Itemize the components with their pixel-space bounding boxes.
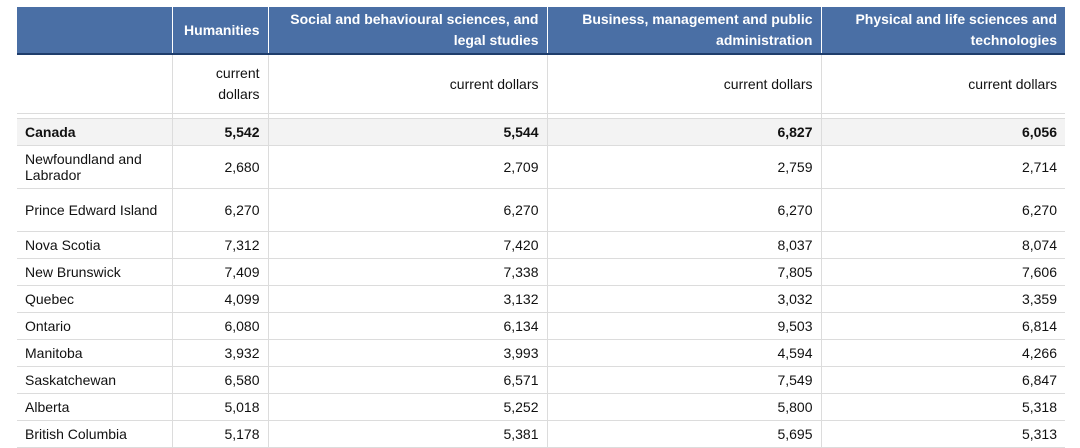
table-body bbox=[17, 114, 1065, 448]
geography-cell: Canada bbox=[17, 119, 172, 146]
value-cell: 6,571 bbox=[268, 367, 547, 394]
unit-label: current dollars bbox=[268, 54, 547, 114]
value-cell: 6,270 bbox=[547, 189, 821, 232]
value-cell: 9,503 bbox=[547, 313, 821, 340]
geography-cell: Saskatchewan bbox=[17, 367, 172, 394]
tuition-table bbox=[17, 7, 1065, 448]
unit-label: current dollars bbox=[172, 54, 268, 114]
value-cell: 6,270 bbox=[268, 189, 547, 232]
value-cell: 5,318 bbox=[821, 394, 1065, 421]
geography-cell: Newfoundland and Labrador bbox=[17, 146, 172, 189]
geography-cell: Nova Scotia bbox=[17, 232, 172, 259]
corner-header bbox=[17, 7, 172, 54]
value-cell: 8,037 bbox=[547, 232, 821, 259]
geography-cell: Quebec bbox=[17, 286, 172, 313]
unit-label: current dollars bbox=[821, 54, 1065, 114]
units-corner bbox=[17, 54, 172, 114]
value-cell: 6,814 bbox=[821, 313, 1065, 340]
value-cell: 6,270 bbox=[821, 189, 1065, 232]
value-cell: 3,993 bbox=[268, 340, 547, 367]
value-cell: 5,800 bbox=[547, 394, 821, 421]
table-row bbox=[17, 394, 1065, 421]
units-row bbox=[17, 54, 1065, 114]
geography-cell: Ontario bbox=[17, 313, 172, 340]
value-cell: 8,074 bbox=[821, 232, 1065, 259]
value-cell: 4,099 bbox=[172, 286, 268, 313]
table-row-total bbox=[17, 119, 1065, 146]
value-cell: 6,827 bbox=[547, 119, 821, 146]
value-cell: 2,714 bbox=[821, 146, 1065, 189]
column-header-physical-sciences: Physical and life sciences and technologies bbox=[821, 7, 1065, 54]
value-cell: 5,695 bbox=[547, 421, 821, 448]
value-cell: 4,266 bbox=[821, 340, 1065, 367]
value-cell: 3,932 bbox=[172, 340, 268, 367]
geography-cell: Alberta bbox=[17, 394, 172, 421]
table-row bbox=[17, 189, 1065, 232]
column-header-row bbox=[17, 7, 1065, 54]
value-cell: 3,032 bbox=[547, 286, 821, 313]
value-cell: 7,338 bbox=[268, 259, 547, 286]
geography-cell: British Columbia bbox=[17, 421, 172, 448]
value-cell: 5,381 bbox=[268, 421, 547, 448]
value-cell: 6,056 bbox=[821, 119, 1065, 146]
value-cell: 7,606 bbox=[821, 259, 1065, 286]
value-cell: 5,252 bbox=[268, 394, 547, 421]
value-cell: 3,132 bbox=[268, 286, 547, 313]
data-table-container bbox=[17, 7, 1065, 448]
value-cell: 7,805 bbox=[547, 259, 821, 286]
table-row bbox=[17, 313, 1065, 340]
column-header-humanities: Humanities bbox=[172, 7, 268, 54]
value-cell: 5,544 bbox=[268, 119, 547, 146]
value-cell: 6,270 bbox=[172, 189, 268, 232]
table-row bbox=[17, 367, 1065, 394]
column-header-social-sciences: Social and behavioural sciences, and legal studies bbox=[268, 7, 547, 54]
geography-cell: Manitoba bbox=[17, 340, 172, 367]
value-cell: 7,549 bbox=[547, 367, 821, 394]
value-cell: 7,420 bbox=[268, 232, 547, 259]
table-row bbox=[17, 232, 1065, 259]
value-cell: 7,312 bbox=[172, 232, 268, 259]
value-cell: 2,759 bbox=[547, 146, 821, 189]
column-header-business: Business, management and public administration bbox=[547, 7, 821, 54]
value-cell: 5,313 bbox=[821, 421, 1065, 448]
value-cell: 2,709 bbox=[268, 146, 547, 189]
value-cell: 3,359 bbox=[821, 286, 1065, 313]
value-cell: 5,018 bbox=[172, 394, 268, 421]
unit-label: current dollars bbox=[547, 54, 821, 114]
value-cell: 4,594 bbox=[547, 340, 821, 367]
value-cell: 6,847 bbox=[821, 367, 1065, 394]
geography-cell: New Brunswick bbox=[17, 259, 172, 286]
value-cell: 6,134 bbox=[268, 313, 547, 340]
value-cell: 6,080 bbox=[172, 313, 268, 340]
table-row bbox=[17, 421, 1065, 448]
value-cell: 5,178 bbox=[172, 421, 268, 448]
table-row bbox=[17, 259, 1065, 286]
value-cell: 2,680 bbox=[172, 146, 268, 189]
value-cell: 6,580 bbox=[172, 367, 268, 394]
geography-cell: Prince Edward Island bbox=[17, 189, 172, 232]
table-row bbox=[17, 286, 1065, 313]
table-row bbox=[17, 340, 1065, 367]
value-cell: 5,542 bbox=[172, 119, 268, 146]
value-cell: 7,409 bbox=[172, 259, 268, 286]
table-row bbox=[17, 146, 1065, 189]
